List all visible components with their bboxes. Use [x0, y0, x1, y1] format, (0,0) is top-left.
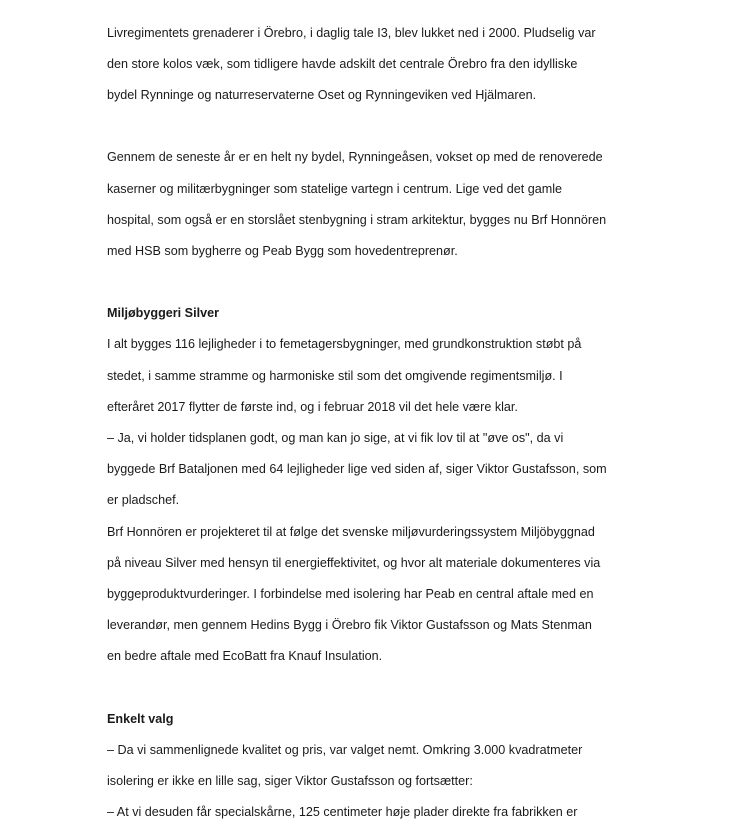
text-line: kaserner og militærbygninger som statelige vartegn i centrum. Lige ved det gamle [107, 181, 562, 196]
text-line: er pladschef. [107, 493, 180, 508]
text-line: isolering er ikke en lille sag, siger Viktor Gustafsson og fortsætter: [107, 774, 473, 789]
section-miljobyggeri [107, 291, 647, 681]
text-line: efteråret 2017 flytter de første ind, og i februar 2018 vil det hele være klar. [107, 399, 518, 414]
text-line: hospital, som også er en storslået stenbygning i stram arkitektur, bygges nu Brf Honnören [107, 212, 607, 227]
text-line: Livregimentets grenaderer i Örebro, i daglig tale I3, blev lukket ned i 2000. Pludselig var [107, 25, 596, 40]
section-enkelt-valg [107, 696, 647, 836]
text-line: den store kolos væk, som tidligere havde adskilt det centrale Örebro fra den idylliske [107, 56, 578, 71]
text-line: leverandør, men gennem Hedins Bygg i Örebro fik Viktor Gustafsson og Mats Stenman [107, 618, 592, 633]
section-heading: Enkelt valg [107, 711, 174, 726]
text-line: – Da vi sammenlignede kvalitet og pris, var valget nemt. Omkring 3.000 kvadratmeter [107, 742, 583, 757]
intro-paragraph-2 [107, 135, 647, 275]
text-line: en bedre aftale med EcoBatt fra Knauf Insulation. [107, 649, 383, 664]
document-page [107, 10, 647, 838]
intro-paragraph-1 [107, 10, 647, 119]
section-heading: Miljøbyggeri Silver [107, 306, 219, 321]
text-line: Brf Honnören er projekteret til at følge det svenske miljøvurderingssystem Miljöbyggnad [107, 524, 595, 539]
text-line: byggede Brf Bataljonen med 64 lejligheder lige ved siden af, siger Viktor Gustafsson, som [107, 462, 607, 477]
text-line: – Ja, vi holder tidsplanen godt, og man kan jo sige, at vi fik lov til at "øve os", da vi [107, 431, 564, 446]
text-line: med HSB som bygherre og Peab Bygg som hovedentreprenør. [107, 243, 458, 258]
text-line: byggeproduktvurderinger. I forbindelse med isolering har Peab en central aftale med en [107, 586, 594, 601]
text-line: I alt bygges 116 lejligheder i to femetagersbygninger, med grundkonstruktion støbt på [107, 337, 582, 352]
text-line: Gennem de seneste år er en helt ny bydel, Rynningeåsen, vokset op med de renoverede [107, 150, 603, 165]
text-line: – At vi desuden får specialskårne, 125 centimeter høje plader direkte fra fabrikken er [107, 805, 578, 820]
text-line: bydel Rynninge og naturreservaterne Oset og Rynningeviken ved Hjälmaren. [107, 87, 537, 102]
text-line: på niveau Silver med hensyn til energieffektivitet, og hvor alt materiale dokumenteres via [107, 555, 601, 570]
text-line: stedet, i samme stramme og harmoniske stil som det omgivende regimentsmiljø. I [107, 368, 563, 383]
